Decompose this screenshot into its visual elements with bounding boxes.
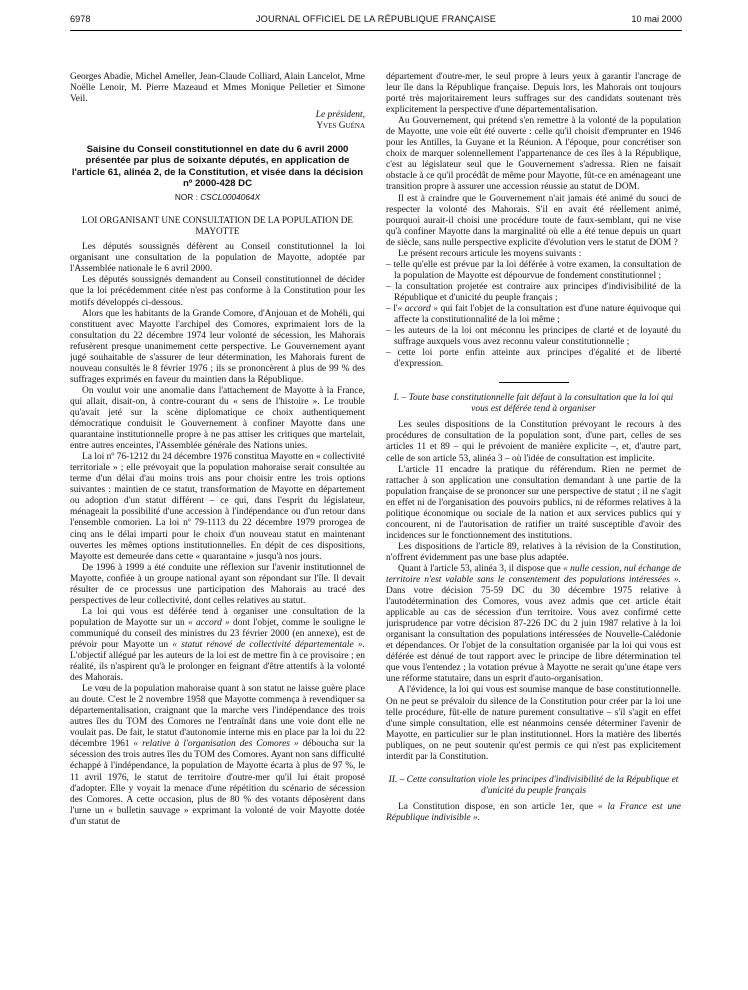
law-title: LOI ORGANISANT UNE CONSULTATION DE LA POPULATION DE MAYOTTE	[81, 215, 354, 236]
section-separator	[499, 382, 569, 383]
paragraph: La loi nº 76-1212 du 24 décembre 1976 constitua Mayotte en « collectivité territoriale » ; elle prévoyait que la population mahoraise serait consultée au terme d'un délai d'au moins trois ans pour choisir entre les trois options suivantes : maintien de ce statut, transformation de Mayotte en département ou adoption d'un statut différent – ce qui, dans l'esprit du législateur, ménageait la possibilité d'une accession à l'indépendance ou d'un retour dans l'ensemble comorien. La loi nº 79-1113 du 22 décembre 1979 prorogea de cinq ans le délai imparti pour le choix d'un nouveau statut en maintenant ouvertes les mêmes options institutionnelles. En dépit de ces dispositions, Mayotte est demeurée dans cette « quarantaine » jusqu'à nos jours.	[70, 452, 365, 562]
list-item: – cette loi porte enfin atteinte aux principes d'égalité et de liberté d'expression.	[386, 348, 681, 370]
list-item	[386, 304, 681, 326]
text-run: L'objectif allégué par les auteurs de la loi est de mettre fin à ce provisoire ; en réalité, ils n'aspirent qu'à le prolonger en feignant d'être attentifs à la volonté des Mahorais.	[70, 651, 365, 684]
nor-label: NOR :	[174, 192, 201, 203]
paragraph: département d'outre-mer, le seul propre à leurs yeux à garantir l'ancrage de leur île dans la République française. Depuis lors, les Mahorais ont toujours porté très majoritairement leurs suffrages sur des candidats soutenant très explicitement la perspective d'une départementalisation.	[386, 72, 681, 116]
paragraph	[386, 564, 681, 686]
arguments-list	[386, 260, 681, 370]
members-list: Georges Abadie, Michel Ameller, Jean-Claude Colliard, Alain Lancelot, Mme Noëlle Lenoir, M. Pierre Mazeaud et Mmes Monique Pelletier et Simone Veil.	[70, 72, 365, 105]
paragraph: Le présent recours articule les moyens suivants :	[398, 248, 582, 259]
paragraph: Alors que les habitants de la Grande Comore, d'Anjouan et de Mohéli, qui constituent avec Mayotte l'archipel des Comores, exprimaient lors de la consultation du 22 décembre 1974 leur volonté de sécession, les Mahorais refusèrent presque unanimement cette perspective. Le Gouvernement ayant jugé souhaitable de s'assurer de leur détermination, les Mahorais furent de nouveau consultés le 8 février 1976 ; ils se prononcèrent à plus de 99 % des suffrages exprimés en faveur du maintien dans la République.	[70, 308, 365, 385]
emphasis: « accord »	[187, 617, 230, 628]
paragraph: On voulut voir une anomalie dans l'attachement de Mayotte à la France, qui allait, disait-on, à contre-courant du « sens de l'histoire ». Le trouble qu'avait jeté sur la scène diplomatique ce choix authentiquement démocratique conduisit le Gouvernement à confiner Mayotte dans une quarantaine institutionnelle propre à ne pas attiser les critiques que martelait, entre autres enceintes, l'Assemblée générale des Nations unies.	[70, 385, 365, 452]
paragraph: L'article 11 encadre la pratique du référendum. Rien ne permet de rattacher à son application une consultation demandant à une partie de la population française de se prononcer sur une perspective de statut ; il ne s'agit en effet ni de l'organisation des pouvoirs publics, ni de réformes relatives à la politique économique ou sociale de la nation et aux services publics qui y concourent, ni de l'autorisation de ratifier un traité susceptible d'avoir des incidences sur le fonctionnement des institutions.	[386, 464, 681, 541]
paragraph: Les dispositions de l'article 89, relatives à la révision de la Constitution, n'offrent évidemment pas une base plus adaptée.	[386, 541, 681, 563]
issue-date: 10 mai 2000	[631, 14, 682, 24]
paragraph: Les députés soussignés demandent au Conseil constitutionnel de décider que la loi précédemment citée n'est pas conforme à la Constitution pour les motifs développés ci-dessous.	[70, 275, 365, 308]
signature-role: Le président,	[315, 110, 365, 121]
text-run: La Constitution dispose, en son article 1er, que	[398, 801, 598, 812]
page-number: 6978	[70, 14, 91, 24]
page-header	[70, 14, 682, 28]
list-item: – les auteurs de la loi ont méconnu les principes de clarté et de loyauté du suffrage auxquels vous avez reconnu valeur constitutionnelle ;	[386, 326, 681, 348]
text-run: Le vœu de la population mahoraise quant à son statut ne laisse guère place au doute. C'est le 2 novembre 1958 que Mayotte commença à revendiquer sa départementalisation, craignant que la marche vers l'indépendance des trois autres îles du TOM des Comores ne l'entraînât dans une voie dont elle ne voulait pas. De fait, le statut d'autonomie interne mis en place par la loi du 22 décembre 1961	[70, 684, 365, 750]
nor-reference	[70, 192, 365, 203]
nor-code: CSCL0004064X	[200, 192, 261, 203]
text-run: déboucha sur la sécession des trois autres îles du TOM des Comores. Ayant non sans difficulté échappé à l'indépendance, la population de Mayotte écarta à plus de 97 %, le 11 avril 1976, le statut de territoire d'outre-mer qu'il lui était proposé d'adopter. Elle y voyait la menace d'une répétition du scénario de sécession des Comores. A cette occasion, plus de 80 % des votants déposèrent dans l'urne un « bulletin sauvage » exprimant la volonté de voir Mayotte dotée d'un statut de	[70, 739, 365, 827]
journal-title: JOURNAL OFFICIEL DE LA RÉPUBLIQUE FRANÇAISE	[255, 14, 497, 24]
paragraph: Les seules dispositions de la Constitution prévoyant le recours à des procédures de consultation de la population sont, d'une part, celles de ses articles 11 et 89 – qui le prévoient de manière explicite –, et, d'autre part, celle de son article 53, alinéa 3 – où l'idée de consultation est implicite.	[386, 420, 681, 464]
section-heading-2: II. – Cette consultation viole les principes d'indivisibilité de la République et d'unicité du peuple français	[388, 774, 679, 796]
paragraph: A l'évidence, la loi qui vous est soumise manque de base constitutionnelle. On ne peut se prévaloir du silence de la Constitution pour créer par la loi une telle procédure, fût-elle de nature purement consultative – s'il s'agit en effet d'une simple consultation, elle est néanmoins censée déterminer l'avenir de Mayotte, en particulier sur le plan institutionnel. Hors la matière des libertés publiques, on ne peut soutenir qu'est permis ce qui n'est pas explicitement interdit par la Constitution.	[386, 685, 681, 762]
list-item: – la consultation projetée est contraire aux principes d'indivisibilité de la République et d'unicité du peuple français ;	[386, 281, 681, 303]
paragraph: De 1996 à 1999 a été conduite une réflexion sur l'avenir institutionnel de Mayotte, confiée à un groupe national ayant son répondant sur l'île. Il devait résulter de ce processus une participation des Mahorais au tracé des perspectives de leur collectivité, dont celles relatives au statut.	[70, 562, 365, 606]
left-column	[70, 72, 365, 982]
text-run: Dans votre décision 75-59 DC du 30 décembre 1975 relative à l'autodétermination des Comores, vous avez admis que cet article était applicable au cas de sécession d'un territoire. Vous avez confirmé cette jurisprudence par votre décision 87-226 DC du 2 juin 1987 relative à la loi organisant la consultation des populations intéressées de Nouvelle-Calédonie et dépendances. Or l'objet de la consultation organisée par la loi qui vous est déférée est dénué de tout rapport avec le principe de libre détermination tel que vous l'entendez ; la votation prévue à Mayotte ne serait qu'une étape vers une réforme statutaire, dans un esprit d'auto-organisation.	[386, 586, 681, 685]
header-rule	[70, 30, 682, 31]
list-item: – telle qu'elle est prévue par la loi déférée à votre examen, la consultation de la population de Mayotte est dépourvue de fondement constitutionnel ;	[386, 259, 681, 281]
right-column	[386, 72, 681, 982]
emphasis: « statut rénové de collectivité départementale ».	[172, 639, 365, 650]
paragraph	[70, 684, 365, 828]
emphasis: « la France est une République indivisible ».	[386, 801, 681, 823]
emphasis: « accord »	[397, 303, 438, 314]
section-heading-1: I. – Toute base constitutionnelle fait défaut à la consultation que la loi qui vous est déférée tend à organiser	[393, 393, 674, 415]
emphasis: « nulle cession, nul échange de territoire n'est valable sans le consentement des populations intéressées ».	[386, 563, 681, 586]
saisine-heading: Saisine du Conseil constitutionnel en date du 6 avril 2000 présentée par plus de soixante députés, en application de l'article 61, alinéa 2, de la Constitution, et visée dans la décision nº 2000-428 DC	[71, 144, 364, 189]
signature-name: Yves Guéna	[316, 121, 365, 132]
text-run: – l'	[386, 303, 398, 314]
text-run: Quant à l'article 53, alinéa 3, il dispose que	[398, 563, 564, 574]
paragraph: Les députés soussignés défèrent au Conseil constitutionnel la loi organisant une consultation de la population de Mayotte, adoptée par l'Assemblée nationale le 6 avril 2000.	[70, 242, 365, 275]
paragraph	[386, 802, 681, 824]
paragraph	[70, 607, 365, 684]
emphasis: « relative à l'organisation des Comores »	[133, 739, 299, 750]
paragraph: Au Gouvernement, qui prétend s'en remettre à la volonté de la population de Mayotte, une voie eût été ouverte : celle qu'il choisit d'emprunter en 1946 pour les Antilles, la Guyane et la Réunion. A l'époque, pour concrétiser son choix de marquer solennellement l'appartenance de ces îles à la République, c'est au législateur seul que le Gouvernement s'adressa. Rien ne faisait obstacle à ce qu'il procédât de même pour Mayotte, fût-ce en aménageant une transition propre à assurer une accession réussie au statut de DOM.	[386, 116, 681, 193]
paragraph: Il est à craindre que le Gouvernement n'ait jamais été animé du souci de respecter la volonté des Mahorais. S'il en avait été réellement animé, pourquoi aurait-il choisi une procédure toute de faux-semblant, qui ne vise qu'à confiner Mayotte dans la marginalité où elle a été tenue depuis un quart de siècle, sans nulle perspective explicite d'évolution vers le statut de DOM ?	[386, 193, 681, 248]
text-run: dont l'objet, comme le souligne le communiqué du conseil des ministres du 23 février 2000 (en annexe), est de prévoir pour Mayotte un	[70, 617, 365, 650]
text-run: La loi qui vous est déférée tend à organiser une consultation de la population de Mayotte sur un	[70, 606, 365, 628]
text-run: qui fait l'objet de la consultation est d'une nature équivoque qui affecte la constitutionnalité de la loi même ;	[394, 303, 681, 326]
